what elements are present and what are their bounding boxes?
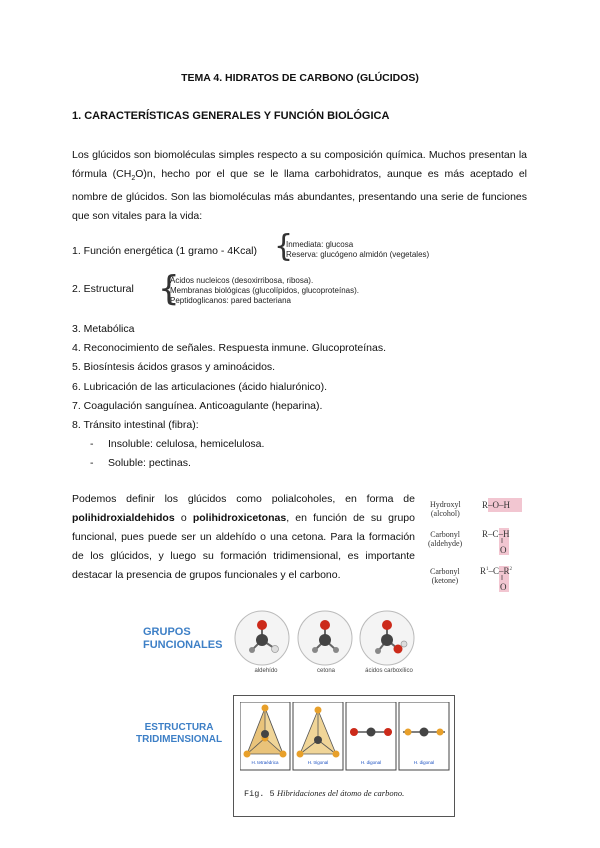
functional-groups-table (428, 496, 528, 596)
label-line: FUNCIONALES (143, 639, 223, 651)
fiber-item (72, 454, 386, 473)
detail-item: Peptidoglicanos: pared bacteriana (170, 296, 291, 305)
ketone-molecule (298, 611, 352, 665)
definition-paragraph (72, 490, 415, 585)
dash-bullet: - (90, 438, 94, 451)
brace-1: { (274, 229, 294, 264)
def-text: Podemos definir los glúcidos como polialcoholes, en forma de (72, 493, 415, 505)
fig-caption-text: Hibridaciones del átomo de carbono. (276, 788, 405, 798)
brace-2: { (158, 269, 180, 309)
atom-h: H (503, 529, 510, 539)
group-note: (alcohol) (430, 509, 460, 518)
grupos-label (143, 626, 222, 652)
atom-c: C (493, 566, 500, 576)
list-item: 6. Lubricación de las articulaciones (ácido hialurónico). (72, 380, 328, 393)
caption-ketone: cetona (316, 668, 335, 674)
group-note: (ketone) (431, 576, 459, 585)
function-structural: 2. Estructural (72, 283, 134, 295)
panel-caption: H. digonal (413, 760, 435, 765)
intro-text-2: O)n, hecho por el que se le llama carbohidratos, aunque es más aceptado el nombre de glúcidos. Son las biomoléculas más abundantes, presentando una serie de funciones que son vitales para la vida: (72, 168, 527, 223)
estructura-label (136, 722, 222, 746)
detail-item: Membranas biológicas (glucolípidos, glucoproteínas). (170, 286, 359, 295)
atom-o: O (492, 500, 500, 510)
group-label (428, 530, 462, 548)
def-text: o (174, 512, 193, 524)
fiber-item (72, 435, 386, 454)
atom-o: O (500, 545, 507, 555)
aldehyde-molecule (235, 611, 289, 665)
group-note: (aldehyde) (428, 539, 463, 548)
page-title: TEMA 4. HIDRATOS DE CARBONO (GLÚCIDOS) (181, 72, 419, 84)
panel-caption: H. digonal (360, 760, 382, 765)
superscript: 2 (509, 567, 513, 572)
list-item: 4. Reconocimiento de señales. Respuesta inmune. Glucoproteínas. (72, 342, 387, 355)
label-line: TRIDIMENSIONAL (136, 734, 223, 745)
atom-h: H (503, 500, 511, 510)
intro-paragraph (72, 146, 527, 226)
hydroxyl-formula: R–O–H (482, 500, 511, 510)
def-text: , en función de su grupo funcional, pues puede ser un aldehído o una cetona. Para la formación de los glúcidos, y luego su formación tridimensional, es importante destacar la presencia de grupos funcionales y el carbono. (72, 512, 415, 581)
group-name: Carbonyl (430, 567, 460, 576)
fiber-text: Soluble: pectinas. (108, 457, 191, 470)
group-name: Carbonyl (430, 530, 460, 539)
atom-c: C (492, 529, 499, 539)
caption-carboxylic: ácidos carboxílico (365, 668, 413, 674)
detail-item: Ácidos nucleicos (desoxirribosa, ribosa). (170, 276, 314, 285)
group-label (430, 500, 461, 518)
list-item: 7. Coagulación sanguínea. Anticoagulante (heparina). (72, 399, 323, 412)
function-list (72, 320, 386, 474)
group-label (430, 567, 460, 585)
panel-caption: H. trigonal (307, 760, 329, 765)
label-line: GRUPOS (143, 626, 191, 638)
dash-bullet: - (90, 457, 94, 470)
atom-o: O (500, 582, 507, 592)
list-item: 8. Tránsito intestinal (fibra): (72, 419, 199, 432)
panel-caption: H. tetraédrica (251, 760, 279, 765)
energetic-details (286, 240, 429, 260)
fiber-text: Insoluble: celulosa, hemicelulosa. (108, 438, 265, 451)
group-name: Hydroxyl (430, 500, 461, 509)
section-heading: 1. CARACTERÍSTICAS GENERALES Y FUNCIÓN BIOLÓGICA (72, 110, 390, 122)
atom-r: R (480, 566, 487, 576)
ketone-formula: $R^1-C-R^2$ (480, 566, 513, 576)
double-bond: ‖ (501, 537, 503, 545)
structural-details (170, 276, 359, 306)
carboxylic-acid-molecule (360, 611, 414, 665)
hybridization-figure (233, 695, 455, 817)
list-item: 5. Biosíntesis ácidos grasos y aminoácidos. (72, 361, 276, 374)
def-bold-term: polihidroxialdehidos (72, 512, 175, 524)
label-line: ESTRUCTURA (144, 722, 214, 733)
aldehyde-formula: R–C–H (482, 529, 510, 539)
function-energetic: 1. Función energética (1 gramo - 4Kcal) (72, 245, 258, 257)
atom-r: R (482, 500, 489, 510)
superscript: 1 (486, 567, 489, 572)
detail-item: Inmediata: glucosa (286, 240, 354, 249)
atom-r: R (503, 566, 510, 576)
def-bold-term: polihidroxicetonas (192, 512, 287, 524)
intro-subscript: 2 (131, 175, 136, 183)
intro-text-1: Los glúcidos son biomoléculas simples respecto a su composición química. Muchos presentan la fórmula (CH (72, 149, 527, 180)
fig-label: Fig. 5 (244, 789, 275, 799)
list-item: 3. Metabólica (72, 323, 135, 335)
caption-aldehyde: aldehído (254, 668, 278, 674)
atom-r: R (482, 529, 489, 539)
double-bond: ‖ (501, 574, 503, 582)
detail-item: Reserva: glucógeno almidón (vegetales) (286, 250, 430, 259)
figure-caption (244, 788, 404, 799)
